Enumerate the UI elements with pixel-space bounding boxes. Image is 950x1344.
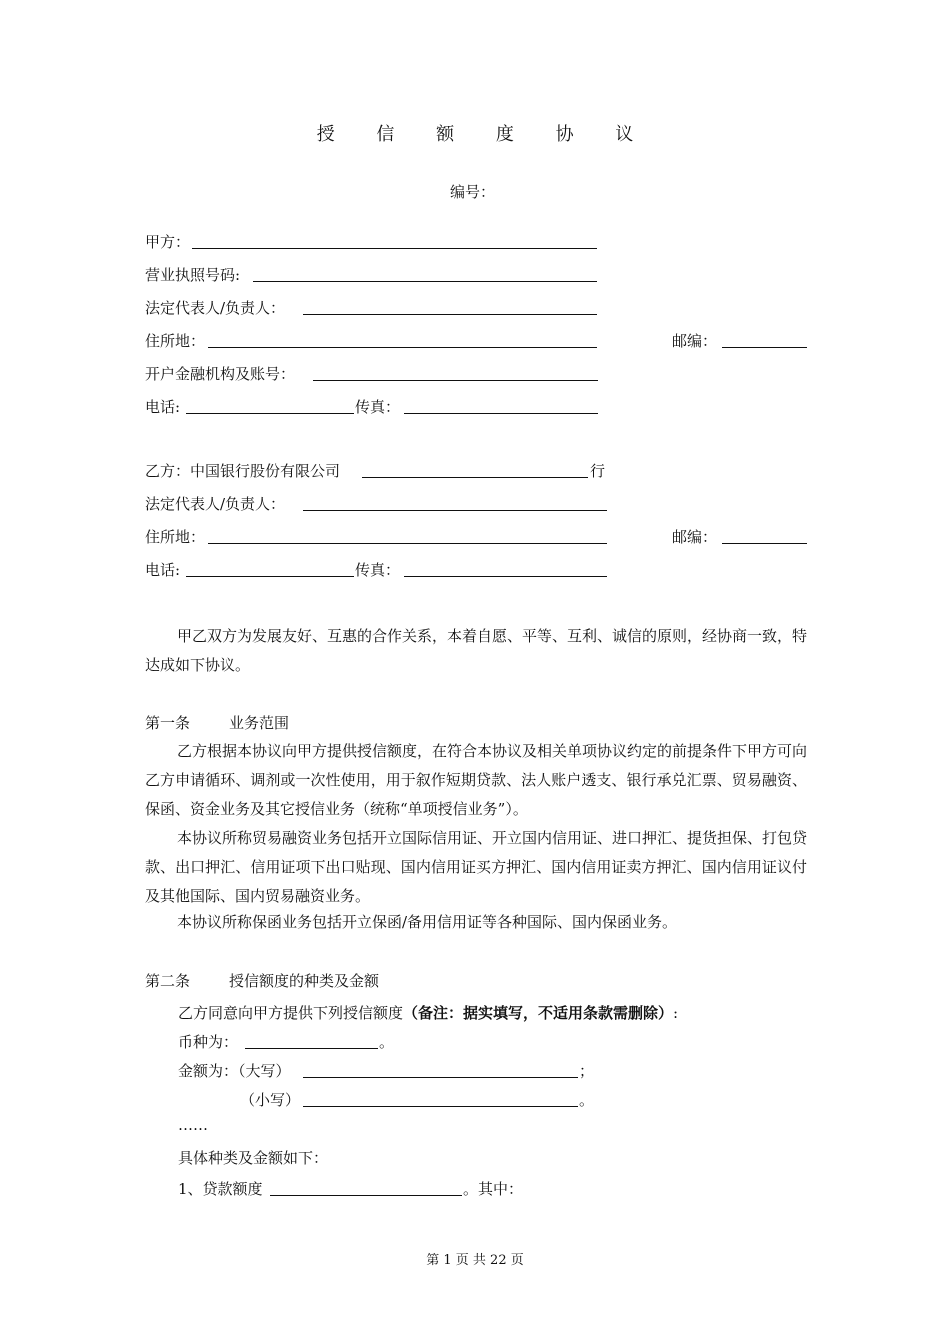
currency-field[interactable] bbox=[245, 1048, 378, 1049]
item1-label: 1、贷款额度 bbox=[178, 1180, 263, 1198]
document-title: 授 信 额 度 协 议 bbox=[316, 124, 652, 145]
party-a-name-label: 甲方： bbox=[145, 233, 191, 251]
party-a-name-field[interactable] bbox=[192, 248, 597, 249]
article1-number: 第一条 bbox=[145, 714, 191, 732]
party-b-phone-label: 电话: bbox=[145, 561, 181, 579]
article2-intro-end: : bbox=[673, 1004, 679, 1022]
party-a-bank-field[interactable] bbox=[313, 380, 598, 381]
party-a-phone-field[interactable] bbox=[186, 413, 354, 414]
article2-number: 第二条 bbox=[145, 972, 191, 990]
amount-small-label: （小写） bbox=[240, 1091, 301, 1109]
party-a-address-field[interactable] bbox=[208, 347, 597, 348]
party-b-fax-field[interactable] bbox=[404, 576, 607, 577]
detail-label: 具体种类及金额如下： bbox=[178, 1149, 329, 1167]
article1-paragraph-1: 乙方根据本协议向甲方提供授信额度，在符合本协议及相关单项协议约定的前提条件下甲方可向乙方申请循环、调剂或一次性使用，用于叙作短期贷款、法人账户透支、银行承兑汇票、贸易融资、保函、资金业务及其它授信业务（统称“单项授信业务”）。 bbox=[145, 742, 808, 818]
article2-intro-text: 乙方同意向甲方提供下列授信额度 bbox=[178, 1004, 404, 1022]
party-b-postcode-label: 邮编： bbox=[672, 528, 718, 546]
number-label: 编号： bbox=[450, 183, 496, 201]
party-a-rep-label: 法定代表人/负责人： bbox=[145, 299, 286, 317]
party-a-postcode-label: 邮编： bbox=[672, 332, 718, 350]
party-a-bank-label: 开户金融机构及账号： bbox=[145, 365, 296, 383]
amount-label: 金额为：（大写） bbox=[178, 1062, 291, 1080]
page-footer: 第 1 页 共 22 页 bbox=[426, 1253, 524, 1268]
amount-words-field[interactable] bbox=[303, 1077, 578, 1078]
party-b-rep-field[interactable] bbox=[303, 510, 607, 511]
party-a-phone-label: 电话: bbox=[145, 398, 181, 416]
article1-paragraph-3: 本协议所称保函业务包括开立保函/备用信用证等各种国际、国内保函业务。 bbox=[177, 913, 678, 931]
amount-end: ； bbox=[579, 1062, 595, 1080]
party-b-address-label: 住所地： bbox=[145, 528, 206, 546]
item1-amount-field[interactable] bbox=[270, 1195, 462, 1196]
party-b-branch-field[interactable] bbox=[362, 477, 588, 478]
currency-end: 。 bbox=[379, 1033, 395, 1051]
article2-note: （备注：据实填写，不适用条款需删除） bbox=[403, 1004, 674, 1022]
party-b-name-suffix: 行 bbox=[590, 462, 606, 480]
article2-intro bbox=[178, 1003, 678, 1023]
article1-title: 业务范围 bbox=[229, 714, 290, 732]
party-b-phone-field[interactable] bbox=[186, 576, 354, 577]
party-a-fax-field[interactable] bbox=[404, 413, 598, 414]
party-b-postcode-field[interactable] bbox=[722, 543, 807, 544]
preamble-paragraph: 甲乙双方为发展友好、互惠的合作关系，本着自愿、平等、互利、诚信的原则，经协商一致，特达成如下协议。 bbox=[145, 627, 808, 674]
amount-figures-field[interactable] bbox=[303, 1106, 578, 1107]
party-a-address-label: 住所地： bbox=[145, 332, 206, 350]
article1-paragraph-2: 本协议所称贸易融资业务包括开立国际信用证、开立国内信用证、进口押汇、提货担保、打包贷款、出口押汇、信用证项下出口贴现、国内信用证买方押汇、国内信用证卖方押汇、国内信用证议付及其他国际、国内贸易融资业务。 bbox=[145, 829, 808, 905]
ellipsis: …… bbox=[178, 1116, 208, 1134]
party-a-license-label: 营业执照号码: bbox=[145, 266, 241, 284]
party-a-fax-label: 传真： bbox=[355, 398, 401, 416]
amount-small-end: 。 bbox=[579, 1091, 595, 1109]
party-a-rep-field[interactable] bbox=[303, 314, 597, 315]
currency-label: 币种为： bbox=[178, 1033, 239, 1051]
party-b-fax-label: 传真： bbox=[355, 561, 401, 579]
party-b-address-field[interactable] bbox=[208, 543, 607, 544]
party-a-postcode-field[interactable] bbox=[722, 347, 807, 348]
item1-end: 。其中： bbox=[463, 1180, 524, 1198]
party-a-license-field[interactable] bbox=[253, 281, 597, 282]
article2-title: 授信额度的种类及金额 bbox=[229, 972, 380, 990]
party-b-rep-label: 法定代表人/负责人： bbox=[145, 495, 286, 513]
party-b-name-label: 乙方：中国银行股份有限公司 bbox=[145, 462, 341, 480]
